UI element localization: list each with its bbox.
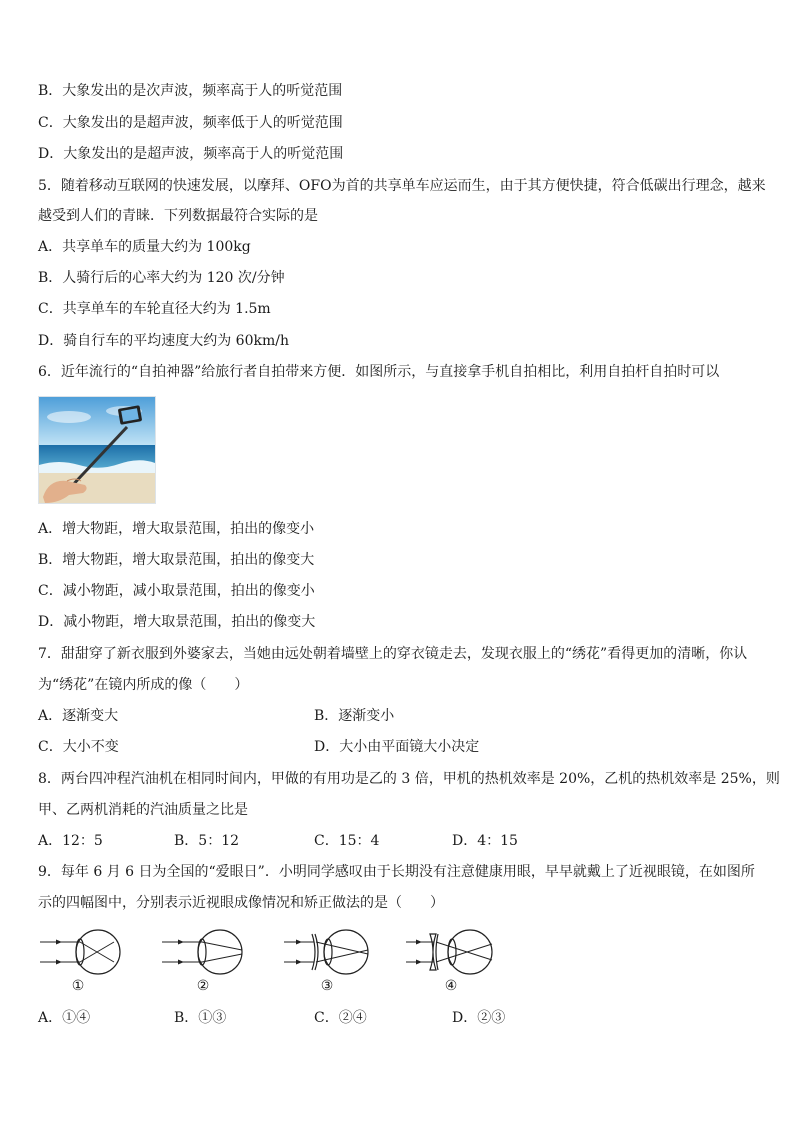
figure-label-4: ④	[444, 978, 458, 994]
q9-stem-line2: 示的四幅图中，分别表示近视眼成像情况和矫正做法的是（ ）	[38, 895, 444, 911]
q7-option-c: C．大小不变	[38, 739, 119, 755]
q4-option-b: B．大象发出的是次声波，频率高于人的听觉范围	[38, 83, 343, 99]
q6-option-a: A．增大物距，增大取景范围，拍出的像变小	[38, 521, 315, 537]
q9-option-d: D．②③	[452, 1010, 506, 1026]
q7-option-b: B．逐渐变小	[314, 708, 395, 724]
q6-option-b: B．增大物距，增大取景范围，拍出的像变大	[38, 552, 315, 568]
q8-option-d: D．4：15	[452, 833, 518, 849]
selfie-stick-photo	[38, 396, 156, 504]
figure-label-1: ①	[71, 978, 85, 994]
q8-stem-line2: 甲、乙两机消耗的汽油质量之比是	[38, 802, 248, 818]
q5-option-b: B．人骑行后的心率大约为 120 次/分钟	[38, 270, 285, 286]
q9-options-row	[38, 1008, 758, 1028]
selfie-stick-illustration	[39, 397, 155, 503]
q8-stem-line1: 8．两台四冲程汽油机在相同时间内，甲做的有用功是乙的 3 倍，甲机的热机效率是 20%，乙机的热机效率是 25%，则	[38, 771, 780, 787]
q9-option-b: B．①③	[174, 1010, 227, 1026]
q9-option-c: C．②④	[314, 1010, 367, 1026]
q4-option-c: C．大象发出的是超声波，频率低于人的听觉范围	[38, 115, 343, 131]
q8-option-b: B．5：12	[174, 833, 240, 849]
q4-option-d: D．大象发出的是超声波，频率高于人的听觉范围	[38, 146, 344, 162]
q9-stem-line1: 9．每年 6 月 6 日为全国的“爱眼日”．小明同学感叹由于长期没有注意健康用眼，早早就戴上了近视眼镜，在如图所	[38, 864, 755, 880]
figure-label-3: ③	[320, 978, 334, 994]
q6-option-d: D．减小物距，增大取景范围，拍出的像变大	[38, 614, 316, 630]
q5-stem-line1: 5．随着移动互联网的快速发展，以摩拜、OFO为首的共享单车应运而生，由于其方便快捷，符合低碳出行理念，越来	[38, 178, 766, 194]
q7-option-d: D．大小由平面镜大小决定	[314, 739, 480, 755]
q5-option-a: A．共享单车的质量大约为 100kg	[38, 239, 251, 255]
q7-stem-line2: 为“绣花”在镜内所成的像（ ）	[38, 677, 249, 693]
q5-option-d: D．骑自行车的平均速度大约为 60km/h	[38, 333, 289, 349]
q6-stem: 6．近年流行的“自拍神器”给旅行者自拍带来方便．如图所示，与直接拿手机自拍相比，利用自拍杆自拍时可以	[38, 364, 720, 380]
q7-options-row2	[38, 737, 758, 757]
q7-stem-line1: 7．甜甜穿了新衣服到外婆家去，当她由远处朝着墙壁上的穿衣镜走去，发现衣服上的“绣花”看得更加的清晰，你认	[38, 646, 748, 662]
q6-option-c: C．减小物距，减小取景范围，拍出的像变小	[38, 583, 315, 599]
q8-option-a: A．12：5	[38, 833, 103, 849]
q5-stem-line2: 越受到人们的青睐．下列数据最符合实际的是	[38, 208, 318, 224]
q8-options-row	[38, 831, 758, 851]
figure-label-2: ②	[196, 978, 210, 994]
q7-options-row1	[38, 706, 758, 726]
q7-option-a: A．逐渐变大	[38, 708, 119, 724]
q8-option-c: C．15：4	[314, 833, 380, 849]
q9-option-a: A．①④	[38, 1010, 91, 1026]
q5-option-c: C．共享单车的车轮直径大约为 1.5m	[38, 301, 271, 317]
